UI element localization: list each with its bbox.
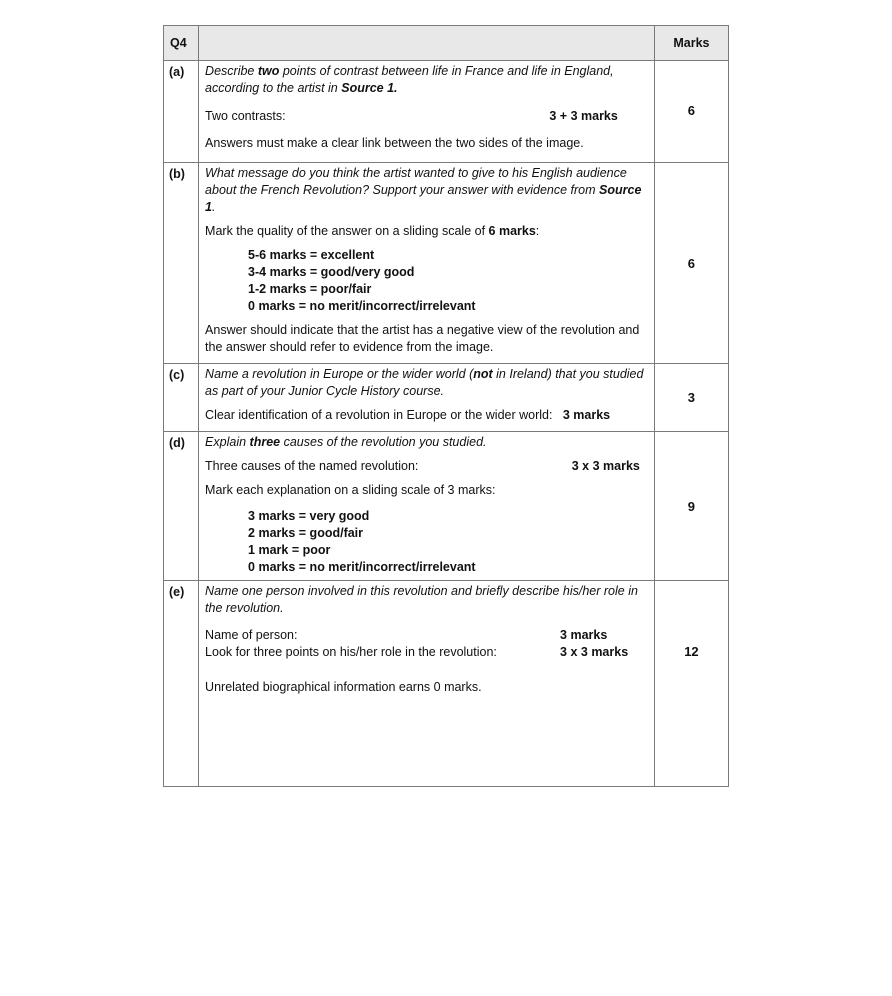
- part-b-scale-item: 3-4 marks = good/very good: [248, 265, 415, 279]
- part-b-marks: 6: [654, 163, 728, 364]
- part-d-body: [199, 432, 655, 581]
- part-b-question: [205, 165, 648, 216]
- part-b-scale-item: 5-6 marks = excellent: [248, 248, 375, 262]
- part-b-scale: [205, 247, 648, 315]
- marking-scheme-table: [163, 25, 729, 787]
- part-d-q-bold: three: [249, 435, 281, 449]
- part-e-line1: [205, 627, 648, 644]
- part-e-line2-left: Look for three points on his/her role in the revolution:: [205, 645, 497, 659]
- part-d-scale-intro: Mark each explanation on a sliding scale of 3 marks:: [205, 483, 496, 497]
- part-a-label: (a): [164, 61, 199, 163]
- part-d-q-text2: causes of the revolution you studied.: [280, 435, 487, 449]
- part-e-question: Name one person involved in this revolution and briefly describe his/her role in the revolution.: [205, 584, 638, 615]
- part-d-row: [164, 432, 729, 581]
- part-a-body: [199, 61, 655, 163]
- part-d-question: [205, 434, 648, 451]
- part-a-row: [164, 61, 729, 163]
- part-a-q-source: Source 1.: [341, 81, 398, 95]
- marks-header: Marks: [654, 26, 728, 61]
- part-b-q-source: Source 1: [205, 183, 642, 214]
- part-e-row: [164, 581, 729, 787]
- part-c-q-bold: not: [473, 367, 493, 381]
- part-d-label: (d): [164, 432, 199, 581]
- part-b-q-text: What message do you think the artist wanted to give to his English audience about the French Revolution? Support your answer with evidence from: [205, 166, 627, 197]
- part-e-line1-right: 3 marks: [560, 628, 608, 642]
- part-e-line2-right: 3 x 3 marks: [560, 645, 629, 659]
- part-b-scale-item: 0 marks = no merit/incorrect/irrelevant: [248, 299, 476, 313]
- part-a-marks: 6: [654, 61, 728, 163]
- part-c-marks: 3: [654, 364, 728, 432]
- part-c-question: [205, 366, 648, 400]
- header-blank: [199, 26, 655, 61]
- part-c-row: [164, 364, 729, 432]
- part-d-marks-line: [205, 458, 648, 475]
- question-number: Q4: [164, 26, 199, 61]
- part-c-line-left: Clear identification of a revolution in Europe or the wider world:: [205, 408, 553, 422]
- part-c-line-right: 3 marks: [562, 408, 611, 422]
- part-d-line-right: 3 x 3 marks: [571, 459, 640, 473]
- part-b-body: [199, 163, 655, 364]
- part-a-line-left: Two contrasts:: [205, 109, 286, 123]
- part-d-scale: [205, 508, 648, 576]
- part-c-label: (c): [164, 364, 199, 432]
- part-b-scale-item: 1-2 marks = poor/fair: [248, 282, 372, 296]
- part-b-row: [164, 163, 729, 364]
- part-b-label: (b): [164, 163, 199, 364]
- part-e-note: Unrelated biographical information earns 0 marks.: [205, 680, 482, 694]
- part-b-q-end: .: [212, 200, 216, 214]
- part-d-q-text: Explain: [205, 435, 250, 449]
- part-a-note: Answers must make a clear link between the two sides of the image.: [205, 136, 584, 150]
- part-d-scale-item: 0 marks = no merit/incorrect/irrelevant: [248, 560, 476, 574]
- part-b-scale-intro: [205, 223, 648, 240]
- part-e-line2: [205, 644, 648, 661]
- part-a-q-text2: points of contrast between life in France and life in England, according to the artist in: [205, 64, 614, 95]
- part-d-scale-item: 1 mark = poor: [248, 543, 331, 557]
- part-a-q-text: Describe: [205, 64, 258, 78]
- part-a-q-bold: two: [257, 64, 280, 78]
- part-b-note: Answer should indicate that the artist has a negative view of the revolution and the answer should refer to evidence from the image.: [205, 323, 640, 354]
- header-row: [164, 26, 729, 61]
- part-b-scale-intro-text: Mark the quality of the answer on a sliding scale of: [205, 224, 489, 238]
- part-c-q-text: Name a revolution in Europe or the wider world (: [205, 367, 474, 381]
- part-c-marks-line: [205, 407, 648, 424]
- part-c-q-text2: in Ireland) that you studied as part of your Junior Cycle History course.: [205, 367, 644, 398]
- part-e-marks: 12: [654, 581, 728, 787]
- part-b-scale-intro-bold: 6 marks: [488, 224, 536, 238]
- part-e-label: (e): [164, 581, 199, 787]
- part-a-question: [205, 63, 648, 97]
- part-d-scale-item: 2 marks = good/fair: [248, 526, 364, 540]
- part-e-body: [199, 581, 655, 787]
- part-a-line-right: 3 + 3 marks: [549, 109, 618, 123]
- part-b-scale-intro-end: :: [535, 224, 540, 238]
- part-d-scale-item: 3 marks = very good: [248, 509, 370, 523]
- part-c-body: [199, 364, 655, 432]
- part-a-marks-line: [205, 108, 648, 125]
- part-d-line-left: Three causes of the named revolution:: [205, 459, 419, 473]
- part-e-line1-left: Name of person:: [205, 628, 298, 642]
- part-d-marks: 9: [654, 432, 728, 581]
